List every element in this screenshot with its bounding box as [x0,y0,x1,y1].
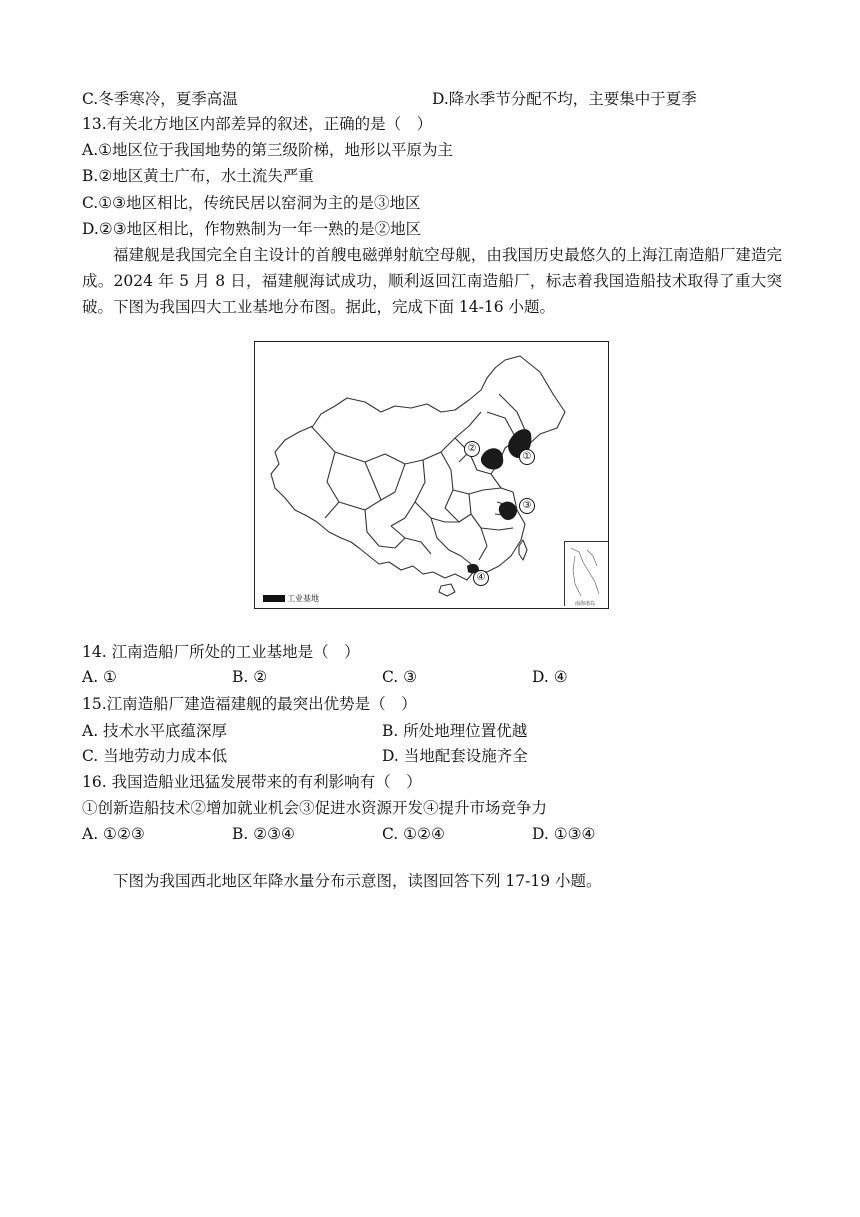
q13-option-c: C.①③地区相比，传统民居以窑洞为主的是③地区 [82,194,421,212]
industrial-base-map [254,341,609,609]
passage-northwest-precip: 下图为我国西北地区年降水量分布示意图，读图回答下列 17-19 小题。 [113,872,602,890]
q13-option-a: A.①地区位于我国地势的第三级阶梯，地形以平原为主 [82,141,454,159]
q14-option-d: D. ④ [532,668,568,686]
legend-label: 工业基地 [287,594,319,603]
q16-stem: 16. 我国造船业迅猛发展带来的有利影响有（ ） [82,773,422,791]
marker-3: ③ [519,498,535,514]
inset-label: 南海诸岛 [575,601,596,607]
q16-option-c: C. ①②④ [382,825,445,843]
passage-fujian-carrier: 福建舰是我国完全自主设计的首艘电磁弹射航空母舰，由我国历史最悠久的上海江南造船厂建造完成。2024 年 5 月 8 日，福建舰海试成功，顺利返回江南造船厂，标志着我国造船技术取得了重大突破。下图为我国四大工业基地分布图。据此，完成下面 14-16 小题。 [82,246,782,316]
marker-4: ④ [473,570,489,586]
marker-2: ② [464,441,480,457]
q15-option-c: C. 当地劳动力成本低 [82,747,228,765]
q16-option-d: D. ①③④ [532,825,596,843]
q14-option-b: B. ② [232,668,268,686]
marker-1: ① [519,449,535,465]
legend-swatch [263,595,285,602]
q15-option-d: D. 当地配套设施齐全 [382,747,528,765]
china-map-outline [255,342,608,608]
q14-option-a: A. ① [82,668,117,686]
q14-option-c: C. ③ [382,668,418,686]
q14-stem: 14. 江南造船厂所处的工业基地是（ ） [82,643,360,661]
q16-option-a: A. ①②③ [82,825,145,843]
q15-stem: 15.江南造船厂建造福建舰的最突出优势是（ ） [82,695,417,713]
map-legend [263,593,319,604]
q13-option-b: B.②地区黄土广布，水土流失严重 [82,167,314,185]
q15-option-a: A. 技术水平底蕴深厚 [82,722,228,740]
q12-option-d: D.降水季节分配不均，主要集中于夏季 [432,90,697,108]
q15-option-b: B. 所处地理位置优越 [382,722,528,740]
q12-option-c: C.冬季寒冷，夏季高温 [82,90,238,108]
q16-option-b: B. ②③④ [232,825,295,843]
q13-stem: 13.有关北方地区内部差异的叙述，正确的是（ ） [82,115,433,133]
q16-items: ①创新造船技术②增加就业机会③促进水资源开发④提升市场竞争力 [82,799,548,817]
q13-option-d: D.②③地区相比，作物熟制为一年一熟的是②地区 [82,220,422,238]
south-china-sea-inset [564,541,608,606]
